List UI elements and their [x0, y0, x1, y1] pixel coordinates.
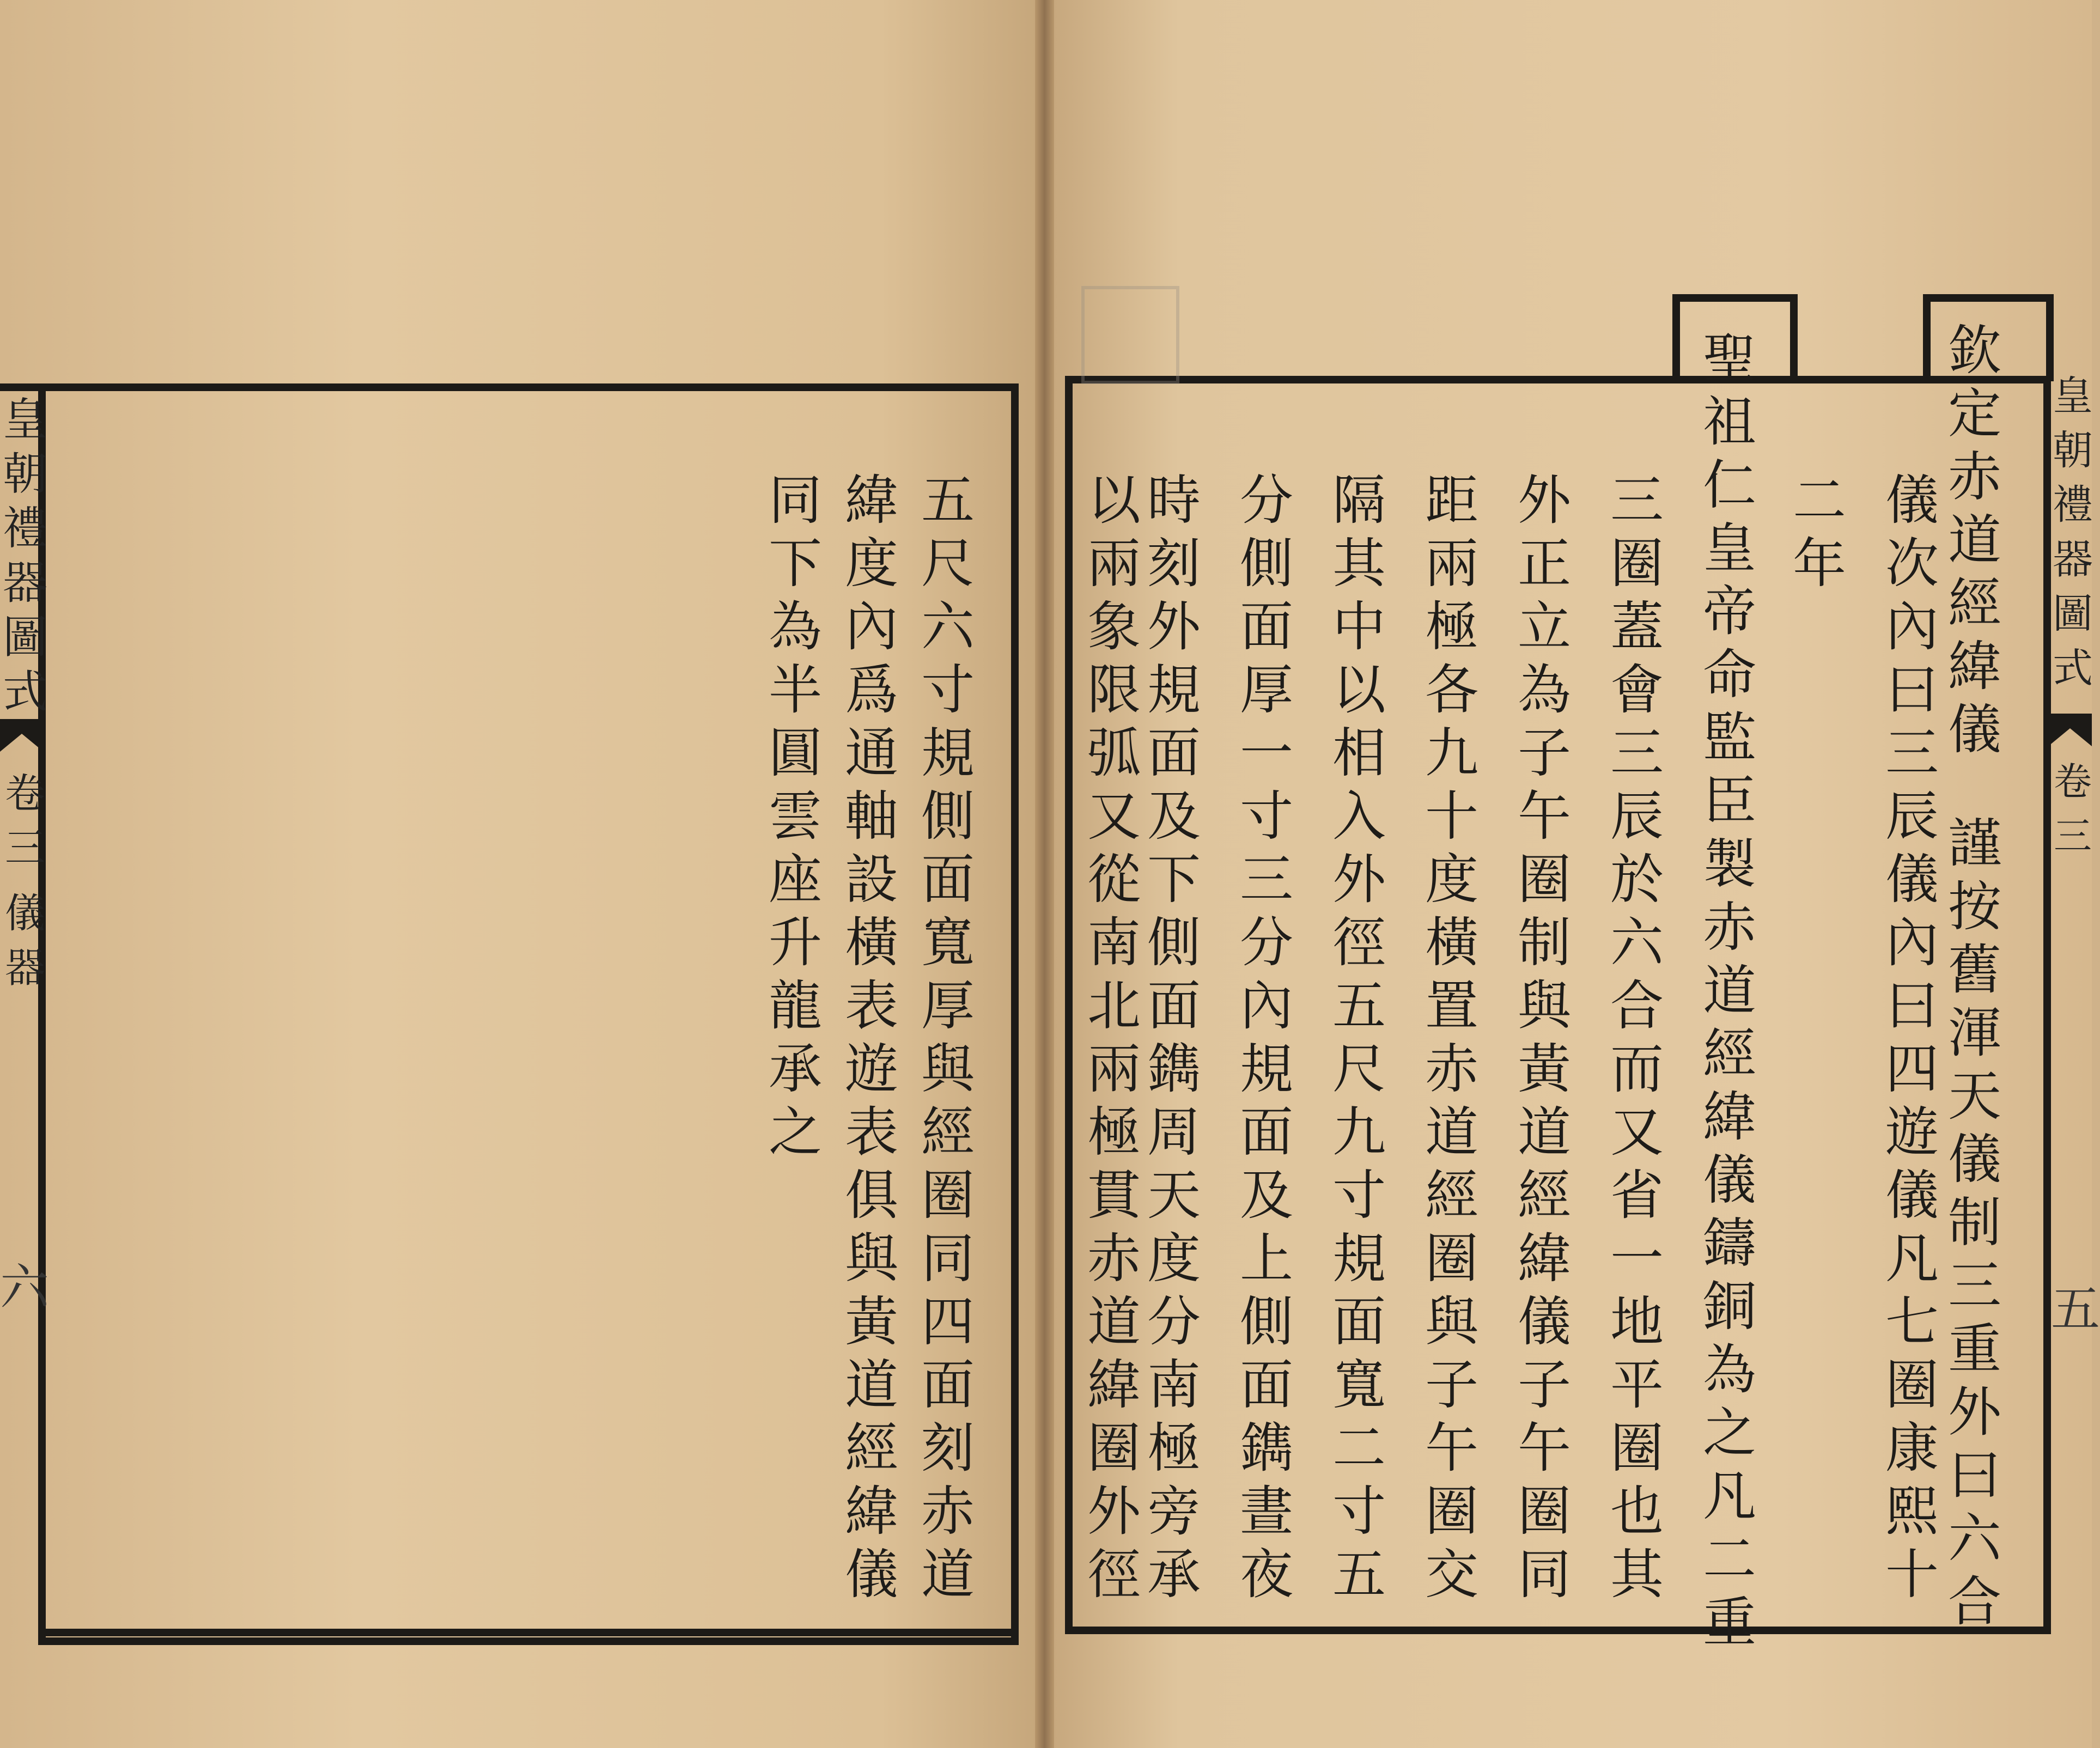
right-column-9: 時 刻 外 規 面 及 下 側 面 鐫 周 天 度 分 南 極 旁 承	[1147, 470, 1201, 1606]
right-column-4: 三 圈 蓋 會 三 辰 於 六 合 而 又 省 一 地 平 圈 也 其	[1610, 470, 1664, 1606]
left-column-2: 緯 度 內 爲 通 軸 設 橫 表 遊 表 俱 與 黃 道 經 緯 儀	[844, 470, 898, 1606]
left-margin-title: 皇 朝 禮 器 圖 式	[3, 394, 48, 718]
right-column-10: 以 兩 象 限 弧 又 從 南 北 兩 極 貫 赤 道 緯 圈 外 徑	[1087, 470, 1141, 1606]
faint-seal-stamp	[1081, 286, 1179, 384]
right-intro-column: 謹 按 舊 渾 天 儀 制 三 重 外 曰 六 合	[1947, 813, 2001, 1633]
left-column-3: 同 下 為 半 圓 雲 座 升 龍 承 之	[768, 470, 822, 1164]
right-margin-volume: 卷 三	[2054, 759, 2092, 858]
book-gutter	[1035, 0, 1054, 1748]
right-column-3: 聖 祖 仁 皇 帝 命 監 臣 製 赤 道 經 緯 儀 鑄 銅 為 之 凡 二 重	[1702, 328, 1756, 1654]
right-column-7: 隔 其 中 以 相 入 外 徑 五 尺 九 寸 規 面 寬 二 寸 五	[1332, 470, 1386, 1606]
right-margin-title: 皇 朝 禮 器 圖 式	[2053, 373, 2093, 692]
right-column-2: 二 年	[1792, 470, 1846, 595]
left-margin-section: 儀 器	[5, 890, 45, 991]
left-column-1: 五 尺 六 寸 規 側 面 寬 厚 與 經 圈 同 四 面 刻 赤 道	[921, 470, 975, 1606]
right-column-6: 距 兩 極 各 九 十 度 橫 置 赤 道 經 圈 與 子 午 圈 交	[1425, 470, 1478, 1606]
right-heading: 欽 定 赤 道 經 緯 儀	[1947, 320, 2001, 761]
right-column-8: 分 側 面 厚 一 寸 三 分 內 規 面 及 上 側 面 鐫 晝 夜	[1239, 470, 1293, 1606]
left-margin-volume: 卷 三	[5, 770, 45, 872]
right-column-5: 外 正 立 為 子 午 圈 制 與 黃 道 經 緯 儀 子 午 圈 同	[1517, 470, 1571, 1606]
left-folio-number: 六	[0, 1259, 49, 1316]
left-bottom-rule	[38, 1629, 1019, 1636]
right-folio-number: 五	[2051, 1281, 2100, 1338]
right-column-1: 儀 次 內 曰 三 辰 儀 內 曰 四 遊 儀 凡 七 圈 康 熙 十	[1885, 470, 1939, 1606]
